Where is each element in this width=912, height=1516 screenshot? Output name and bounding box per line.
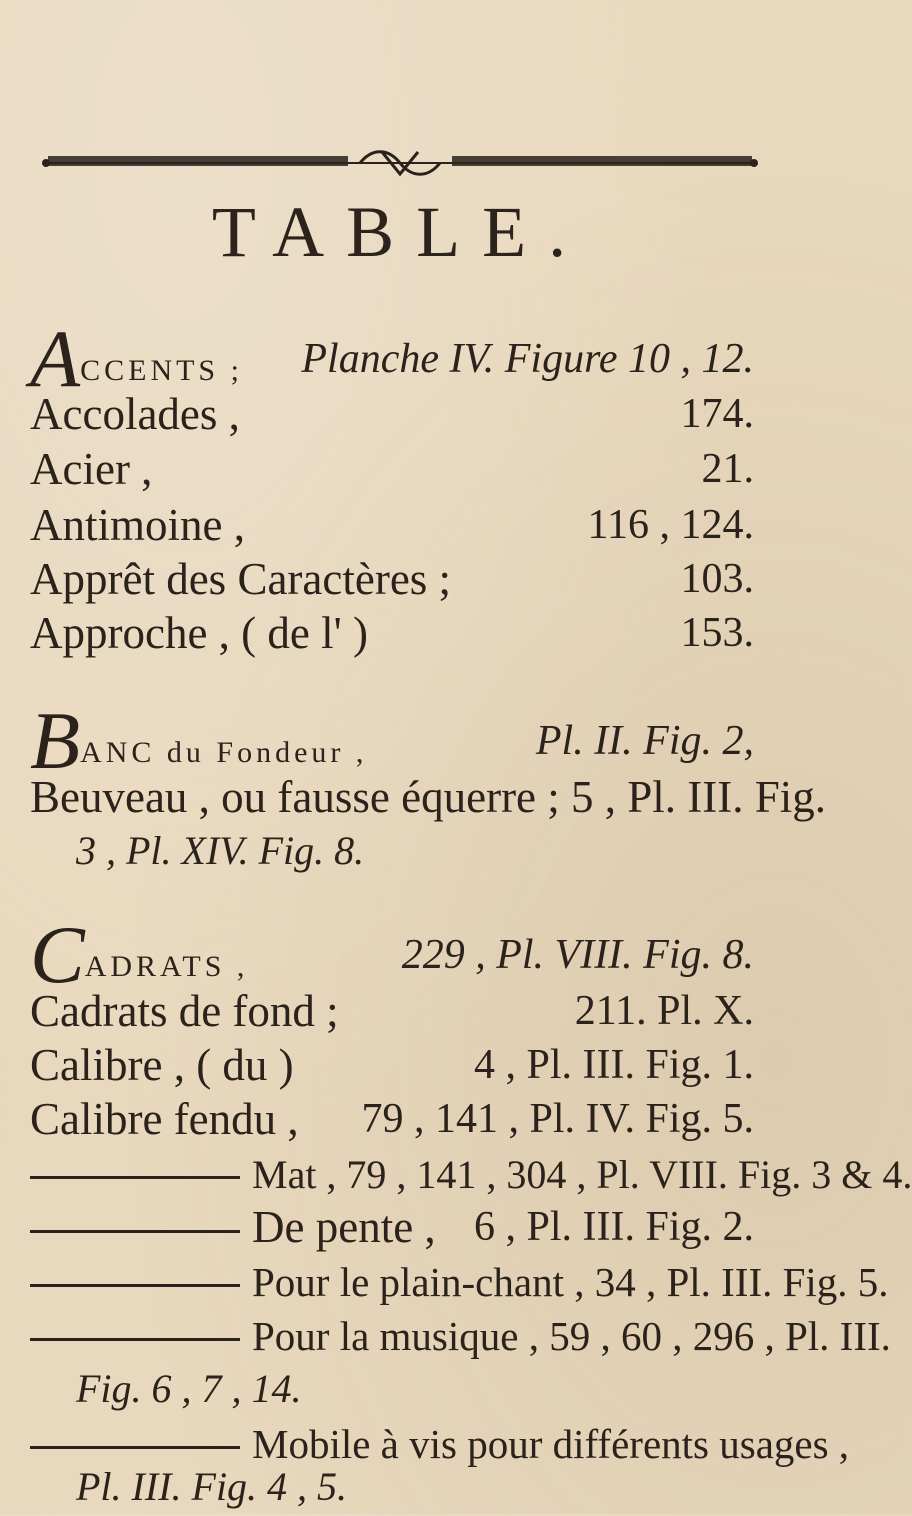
page-title: TABLE. <box>211 192 589 272</box>
dropcap-b: B <box>30 695 81 786</box>
entry-term: Cadrats de fond ; <box>30 986 339 1036</box>
entry-term: Calibre fendu , <box>30 1094 299 1144</box>
entry-row <box>0 496 800 554</box>
section-c-head <box>0 909 800 1000</box>
sub-entry-row <box>0 1144 912 1202</box>
sub-entry-continuation <box>0 1458 800 1516</box>
sub-entry-cont: Fig. 6 , 7 , 14. <box>76 1366 302 1411</box>
sub-entry-text: Pour la musique , 59 , 60 , 296 , Pl. III. <box>252 1313 891 1359</box>
entry-term: Accolades , <box>30 389 240 439</box>
section-b-label: ANC du Fondeur , <box>80 736 368 769</box>
entry-row <box>0 385 800 443</box>
entry-continuation <box>0 822 800 880</box>
entry-term: Approche , ( de l' ) <box>30 608 368 658</box>
dropcap-a: A <box>30 313 81 404</box>
section-a-head <box>0 313 800 404</box>
section-a-ref: Planche IV. Figure 10 , 12. <box>301 336 754 382</box>
entry-term: Apprêt des Caractères ; <box>30 554 452 604</box>
sub-entry-text: Mat , 79 , 141 , 304 , Pl. VIII. Fig. 3 & 4. <box>252 1152 912 1197</box>
entry-ref: 211. Pl. X. <box>574 988 754 1034</box>
entry-ref: 4 , Pl. III. Fig. 1. <box>473 1042 754 1088</box>
entry-row <box>0 604 800 662</box>
entry-ref: 174. <box>680 391 754 437</box>
sub-entry-text: Mobile à vis pour différents usages , <box>252 1421 850 1467</box>
sub-entry-row <box>0 1252 889 1310</box>
dropcap-c: C <box>30 909 85 1000</box>
entry-term: Acier , <box>30 444 153 494</box>
entry-ref: 79 , 141 , Pl. IV. Fig. 5. <box>361 1096 754 1142</box>
sub-entry-row <box>0 1306 891 1364</box>
entry-row <box>0 1036 800 1094</box>
sub-entry-cont: Pl. III. Fig. 4 , 5. <box>76 1464 348 1509</box>
sub-entry-text: Pour le plain-chant , 34 , Pl. III. Fig. 5. <box>252 1259 889 1305</box>
entry-ref: 21. <box>701 446 754 492</box>
entry-row <box>0 768 827 826</box>
entry-term: Calibre , ( du ) <box>30 1040 294 1090</box>
sub-entry-continuation <box>0 1360 800 1418</box>
entry-ref: 116 , 124. <box>587 502 754 548</box>
section-a-title: CCENTS ; <box>80 354 243 387</box>
entry-dash <box>30 1230 240 1233</box>
entry-dash <box>30 1176 240 1179</box>
entry-dash <box>30 1284 240 1287</box>
entry-ref: 153. <box>680 610 754 656</box>
sub-entry-row <box>0 1198 800 1256</box>
section-c-ref: 229 , Pl. VIII. Fig. 8. <box>401 932 754 978</box>
entry-row <box>0 550 800 608</box>
entry-row <box>0 440 800 498</box>
entry-ref: 103. <box>680 556 754 602</box>
section-c-label: ADRATS , <box>84 950 249 983</box>
sub-entry-text: De pente , <box>252 1202 436 1252</box>
entry-row <box>0 1090 800 1148</box>
section-b-ref: Pl. II. Fig. 2, <box>535 718 754 764</box>
ornament-band <box>42 144 758 182</box>
entry-dash <box>30 1338 240 1341</box>
entry-term: 3 , Pl. XIV. Fig. 8. <box>76 828 365 873</box>
section-b-head <box>0 695 800 786</box>
entry-term: Beuveau , ou fausse équerre ; 5 , Pl. III. Fig. <box>30 772 827 822</box>
entry-row <box>0 982 800 1040</box>
entry-dash <box>30 1446 240 1449</box>
entry-term: Antimoine , <box>30 500 245 550</box>
sub-entry-ref: 6 , Pl. III. Fig. 2. <box>473 1204 754 1250</box>
